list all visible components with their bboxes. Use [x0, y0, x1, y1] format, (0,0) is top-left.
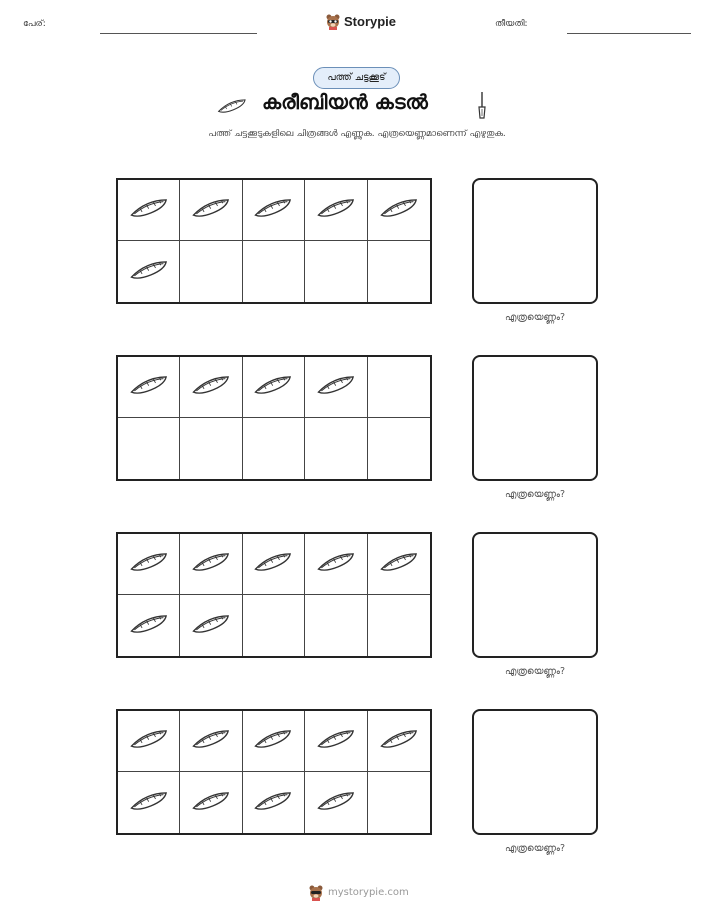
worksheet-type-badge: പത്ത് ചട്ടക്കൂട് — [313, 67, 400, 89]
name-label: പേര്: — [23, 19, 46, 29]
ten-frame-cell — [118, 357, 180, 418]
canoe-icon — [252, 193, 294, 227]
count-question: എത്രയെണ്ണം? — [504, 489, 566, 500]
ten-frame-cell — [243, 418, 305, 479]
count-question: എത്രയെണ്ണം? — [504, 666, 566, 677]
ten-frame-cell — [368, 534, 430, 595]
canoe-icon — [128, 547, 170, 581]
page-title: കരീബിയൻ കടൽ — [262, 90, 428, 114]
ten-frame-cell — [243, 595, 305, 656]
canoe-icon — [315, 193, 357, 227]
ten-frame-cell — [305, 595, 367, 656]
ten-frame-cell — [180, 418, 242, 479]
ten-frame-cell — [180, 595, 242, 656]
canoe-icon — [252, 786, 294, 820]
ten-frame-cell — [368, 772, 430, 833]
ten-frame — [116, 532, 432, 658]
ten-frame-cell — [243, 534, 305, 595]
ten-frame-cell — [118, 534, 180, 595]
ten-frame-cell — [368, 180, 430, 241]
canoe-icon — [315, 370, 357, 404]
brand-name: Storypie — [344, 14, 397, 29]
canoe-icon — [128, 370, 170, 404]
ten-frame-cell — [118, 241, 180, 302]
ten-frame-cell — [305, 772, 367, 833]
ten-frame-cell — [180, 534, 242, 595]
ten-frame-cell — [368, 418, 430, 479]
canoe-icon — [190, 547, 232, 581]
ten-frame-cell — [305, 180, 367, 241]
ten-frame-cell — [180, 180, 242, 241]
ten-frame — [116, 178, 432, 304]
oar-icon — [474, 91, 486, 119]
canoe-icon — [216, 95, 248, 117]
answer-box[interactable] — [472, 178, 598, 304]
canoe-icon — [378, 193, 420, 227]
ten-frame-cell — [118, 772, 180, 833]
ten-frame-cell — [368, 711, 430, 772]
canoe-icon — [315, 786, 357, 820]
brand-logo — [325, 13, 396, 30]
ten-frame-cell — [243, 180, 305, 241]
canoe-icon — [315, 547, 357, 581]
canoe-icon — [190, 370, 232, 404]
canoe-icon — [315, 724, 357, 758]
canoe-icon — [190, 609, 232, 643]
canoe-icon — [128, 786, 170, 820]
ten-frame-cell — [118, 595, 180, 656]
ten-frame-cell — [305, 241, 367, 302]
canoe-icon — [128, 255, 170, 289]
ten-frame-cell — [305, 418, 367, 479]
ten-frame-cell — [180, 241, 242, 302]
canoe-icon — [190, 724, 232, 758]
date-field[interactable] — [567, 33, 691, 34]
ten-frame — [116, 355, 432, 481]
canoe-icon — [252, 370, 294, 404]
footer — [308, 884, 409, 901]
ten-frame-cell — [305, 357, 367, 418]
ten-frame-cell — [305, 711, 367, 772]
ten-frame-cell — [368, 357, 430, 418]
canoe-icon — [378, 547, 420, 581]
ten-frame-cell — [305, 534, 367, 595]
canoe-icon — [190, 193, 232, 227]
canoe-icon — [128, 609, 170, 643]
canoe-icon — [190, 786, 232, 820]
name-field[interactable] — [100, 33, 257, 34]
ten-frame-cell — [243, 357, 305, 418]
ten-frame-cell — [243, 241, 305, 302]
canoe-icon — [128, 724, 170, 758]
ten-frame-cell — [368, 241, 430, 302]
count-question: എത്രയെണ്ണം? — [504, 312, 566, 323]
answer-box[interactable] — [472, 355, 598, 481]
canoe-icon — [378, 724, 420, 758]
count-question: എത്രയെണ്ണം? — [504, 843, 566, 854]
ten-frame-cell — [180, 772, 242, 833]
ten-frame-cell — [118, 711, 180, 772]
footer-site: mystorypie.com — [328, 887, 409, 898]
ten-frame-cell — [118, 180, 180, 241]
canoe-icon — [252, 724, 294, 758]
ten-frame-cell — [243, 772, 305, 833]
canoe-icon — [128, 193, 170, 227]
storypie-bear-logo-icon — [308, 884, 324, 901]
date-label: തീയതി: — [495, 19, 528, 29]
instructions: പത്ത് ചട്ടക്കൂടുകളിലെ ചിത്രങ്ങൾ എണ്ണുക. എത്രയെണ്ണമാണെന്ന് എഴുതുക. — [208, 129, 506, 139]
storypie-bear-logo-icon — [325, 13, 341, 30]
ten-frame-cell — [118, 418, 180, 479]
canoe-icon — [252, 547, 294, 581]
ten-frame-cell — [180, 711, 242, 772]
ten-frame-cell — [368, 595, 430, 656]
ten-frame-cell — [243, 711, 305, 772]
ten-frame — [116, 709, 432, 835]
answer-box[interactable] — [472, 532, 598, 658]
ten-frame-cell — [180, 357, 242, 418]
answer-box[interactable] — [472, 709, 598, 835]
